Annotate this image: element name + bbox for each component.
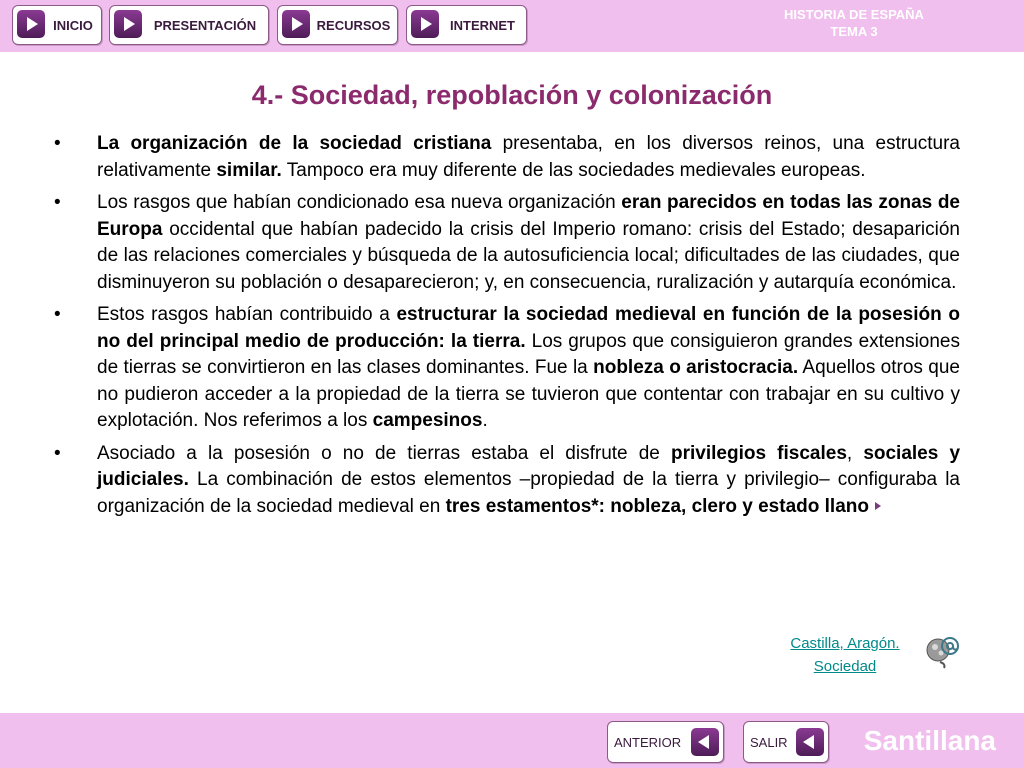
bullet-paragraph-1 [52, 131, 960, 184]
subject-name: HISTORIA DE ESPAÑA [784, 7, 924, 22]
more-arrow-icon[interactable] [875, 502, 881, 510]
emphasis-text: eran parecidos en todas las zonas de Europa [97, 192, 960, 240]
play-arrow-icon [17, 10, 45, 38]
bullet-paragraph-2 [52, 190, 960, 296]
anterior-button[interactable] [607, 721, 724, 763]
body-text: occidental que habían padecido la crisis del Imperio romano: crisis del Estado; desaparición de las relaciones comerciales y búsqueda de la autosuficiencia local; dificultades de las ciudades, que disminuyeron su población o desaparecieron; y, en consecuencia, ruralización y autarquía económica. [97, 218, 960, 293]
inicio-label: INICIO [53, 17, 93, 33]
recursos-button[interactable] [277, 5, 398, 45]
bullet-marker: • [54, 192, 61, 213]
bullet-marker: • [54, 442, 61, 464]
emphasis-text: privilegios fiscales [671, 442, 847, 464]
bullet-marker: • [54, 304, 61, 325]
body-text: Los rasgos que habían condicionado esa nueva organización [97, 192, 622, 213]
emphasis-text: campesinos [372, 410, 483, 431]
body-text: presentaba, en los diversos reinos, una estructura relativamente [97, 133, 960, 181]
recursos-label: RECURSOS [316, 17, 391, 33]
back-arrow-icon [796, 728, 824, 756]
bullet-marker: • [54, 133, 61, 154]
internet-label: INTERNET [450, 17, 515, 33]
brand-logo: Santillana [863, 725, 996, 756]
presentacion-button[interactable] [109, 5, 269, 45]
page-title: 4.- Sociedad, repoblación y colonización [251, 80, 773, 110]
salir-button[interactable] [743, 721, 829, 763]
play-arrow-icon [411, 10, 439, 38]
emphasis-text: estructurar la sociedad medieval en función de la posesión o no del principal medio de producción: la tierra. [97, 304, 960, 352]
play-arrow-icon [282, 10, 310, 38]
emphasis-text: nobleza o aristocracia. [593, 357, 799, 378]
internet-button[interactable] [406, 5, 527, 45]
subject-header [754, 6, 954, 40]
salir-label: SALIR [750, 734, 788, 750]
body-text: , [846, 442, 864, 464]
body-text: Tampoco era muy diferente de las sociedades medievales europeas. [281, 159, 866, 181]
emphasis-text: La organización de la sociedad cristiana [97, 133, 492, 154]
body-text: . [482, 410, 488, 431]
subject-topic: TEMA 3 [830, 24, 878, 39]
content-body [52, 131, 960, 526]
emphasis-text: similar. [216, 159, 282, 181]
body-text: La combinación de estos elementos –propiedad de la tierra y privilegio– configuraba la organización de la sociedad medieval en [97, 469, 960, 517]
body-text: Aquellos otros que no pudieron acceder a la propiedad de la tierra se tuvieron que contentar con trabajar en su cultivo y explotación. Nos referimos a los [97, 357, 960, 431]
anterior-label: ANTERIOR [614, 734, 682, 750]
castilla-aragon-sociedad-link[interactable] [760, 632, 930, 678]
presentacion-label: PRESENTACIÓN [153, 17, 257, 33]
inicio-button[interactable] [12, 5, 102, 45]
link-text-line1: Castilla, Aragón. [790, 635, 900, 652]
body-text: Estos rasgos habían contribuido a [97, 304, 397, 325]
back-arrow-icon [691, 728, 719, 756]
body-text: Los grupos que consiguieron grandes extensiones de tierras se convirtieron en las clases dominantes. Fue la [97, 330, 960, 378]
emphasis-text: tres estamentos*: nobleza, clero y estado llano [445, 495, 869, 517]
link-text-line2: Sociedad [813, 658, 877, 675]
body-text: Asociado a la posesión o no de tierras estaba el disfrute de [97, 442, 672, 464]
play-arrow-icon [114, 10, 142, 38]
emphasis-text: sociales y judiciales. [97, 442, 961, 490]
bullet-paragraph-3 [52, 302, 960, 435]
bullet-paragraph-4 [52, 441, 960, 521]
globe-icon[interactable] [924, 634, 960, 670]
